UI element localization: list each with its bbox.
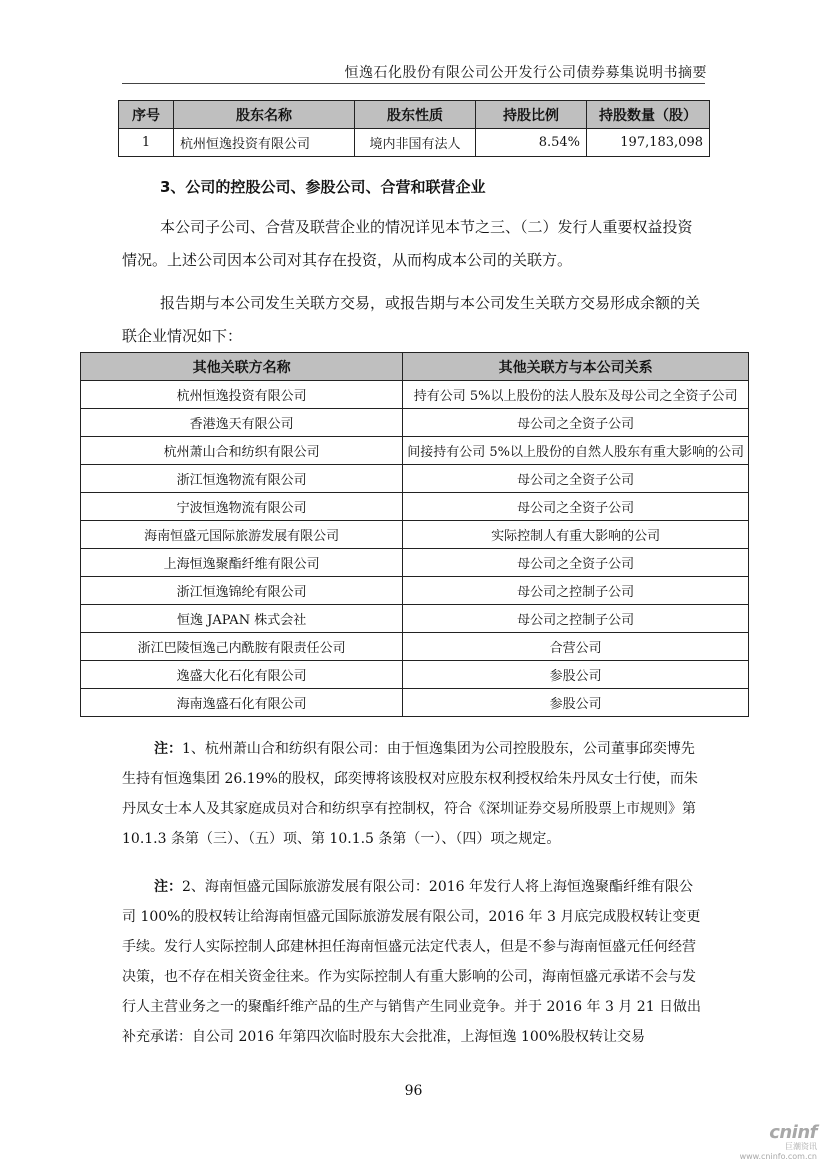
body-paragraph: 报告期与本公司发生关联方交易，或报告期与本公司发生关联方交易形成余额的关联企业情况如下： <box>122 294 701 345</box>
related-party-name: 浙江巴陵恒逸己内酰胺有限责任公司 <box>81 633 403 661</box>
column-header: 股东性质 <box>355 101 476 129</box>
table-row <box>81 381 749 409</box>
cninf-logo <box>740 1122 817 1161</box>
table-row <box>81 605 749 633</box>
table-cell: 197,183,098 <box>587 129 710 157</box>
related-party-relation: 持有公司 5%以上股份的法人股东及母公司之全资子公司 <box>403 381 749 409</box>
related-party-relation: 母公司之控制子公司 <box>403 577 749 605</box>
footnote <box>122 734 705 854</box>
column-header: 其他关联方与本公司关系 <box>403 353 749 381</box>
related-party-relation: 母公司之全资子公司 <box>403 549 749 577</box>
related-party-relation: 参股公司 <box>403 689 749 717</box>
table-row <box>81 633 749 661</box>
logo-wordmark: cninf <box>769 1122 817 1143</box>
related-party-name: 恒逸 JAPAN 株式会社 <box>81 605 403 633</box>
column-header: 持股比例 <box>476 101 587 129</box>
footnote-label: 注： <box>154 741 182 757</box>
related-party-relation: 间接持有公司 5%以上股份的自然人股东有重大影响的公司 <box>403 437 749 465</box>
document-header-title: 恒逸石化股份有限公司公开发行公司债券募集说明书摘要 <box>344 65 707 81</box>
column-header: 股东名称 <box>174 101 355 129</box>
related-parties-table-body <box>81 381 749 717</box>
table-row <box>119 129 710 157</box>
related-party-name: 逸盛大化石化有限公司 <box>81 661 403 689</box>
table-cell: 8.54% <box>476 129 587 157</box>
related-party-name: 香港逸天有限公司 <box>81 409 403 437</box>
section-heading: 3、公司的控股公司、参股公司、合营和联营企业 <box>160 178 486 196</box>
logo-url: www.cninfo.com.cn <box>739 1152 817 1161</box>
footnote-text: 1、杭州萧山合和纺织有限公司：由于恒逸集团为公司控股股东，公司董事邱奕博先生持有恒逸集团 26.19%的股权，邱奕博将该股权对应股东权利授权给朱丹凤女士行使，而朱丹凤女士本人及其家庭成员对合和纺织享有控制权，符合《深圳证券交易所股票上市规则》第 10.1.3 条第（三）、（五）项、第 10.1.5 条第（一）、（四）项之规定。 <box>122 741 698 847</box>
related-parties-table <box>80 352 749 717</box>
column-header: 序号 <box>119 101 174 129</box>
table-row <box>81 409 749 437</box>
related-party-name: 海南逸盛石化有限公司 <box>81 689 403 717</box>
body-paragraph: 本公司子公司、合营及联营企业的情况详见本节之三、（二）发行人重要权益投资情况。上述公司因本公司对其存在投资，从而构成本公司的关联方。 <box>122 218 693 269</box>
page-number: 96 <box>404 1083 423 1099</box>
table-row <box>81 689 749 717</box>
footnote <box>122 872 705 1052</box>
footnote-label: 注： <box>154 879 182 895</box>
related-party-relation: 实际控制人有重大影响的公司 <box>403 521 749 549</box>
related-party-relation: 合营公司 <box>403 633 749 661</box>
related-party-relation: 参股公司 <box>403 661 749 689</box>
footnote-text: 2、海南恒盛元国际旅游发展有限公司：2016 年发行人将上海恒逸聚酯纤维有限公司 100%的股权转让给海南恒盛元国际旅游发展有限公司，2016 年 3 月底完成股权转让变更手续。发行人实际控制人邱建林担任海南恒盛元法定代表人，但是不参与海南恒盛元任何经营决策，也不存在相关资金往来。作为实际控制人有重大影响的公司，海南恒盛元承诺不会与发行人主营业务之一的聚酯纤维产品的生产与销售产生同业竞争。并于 2016 年 3 月 21 日做出补充承诺：自公司 2016 年第四次临时股东大会批准，上海恒逸 100%股权转让交易 <box>122 879 702 1045</box>
table-row <box>81 549 749 577</box>
shareholder-table <box>118 100 710 157</box>
related-party-name: 杭州萧山合和纺织有限公司 <box>81 437 403 465</box>
table-cell: 1 <box>119 129 174 157</box>
related-party-relation: 母公司之全资子公司 <box>403 409 749 437</box>
table-row <box>81 493 749 521</box>
header-divider <box>122 83 705 84</box>
related-party-name: 上海恒逸聚酯纤维有限公司 <box>81 549 403 577</box>
related-party-relation: 母公司之控制子公司 <box>403 605 749 633</box>
column-header: 持股数量（股） <box>587 101 710 129</box>
table-header-row <box>81 353 749 381</box>
table-row <box>81 577 749 605</box>
table-row <box>81 521 749 549</box>
table-row <box>81 437 749 465</box>
column-header: 其他关联方名称 <box>81 353 403 381</box>
logo-chinese-name: 巨潮资讯 <box>785 1142 817 1151</box>
table-row <box>81 465 749 493</box>
related-party-name: 浙江恒逸物流有限公司 <box>81 465 403 493</box>
table-cell: 杭州恒逸投资有限公司 <box>174 129 355 157</box>
related-party-relation: 母公司之全资子公司 <box>403 465 749 493</box>
table-row <box>81 661 749 689</box>
related-party-name: 海南恒盛元国际旅游发展有限公司 <box>81 521 403 549</box>
related-party-relation: 母公司之全资子公司 <box>403 493 749 521</box>
related-party-name: 浙江恒逸锦纶有限公司 <box>81 577 403 605</box>
table-cell: 境内非国有法人 <box>355 129 476 157</box>
table-header-row <box>119 101 710 129</box>
related-party-name: 宁波恒逸物流有限公司 <box>81 493 403 521</box>
related-party-name: 杭州恒逸投资有限公司 <box>81 381 403 409</box>
